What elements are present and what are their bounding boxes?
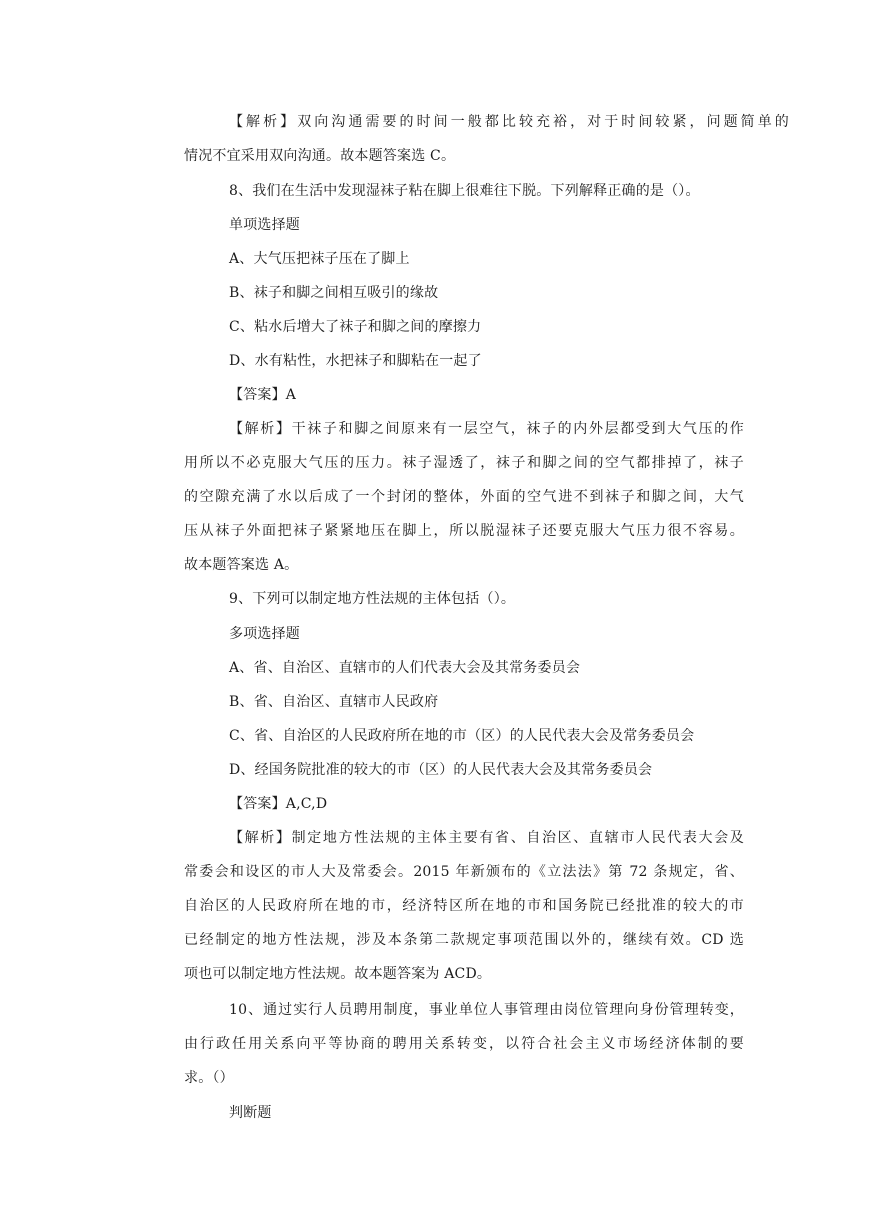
question-10-line-1: 10、通过实行人员聘用制度，事业单位人事管理由岗位管理向身份管理转变， xyxy=(229,1002,744,1018)
analysis-9-line-2: 常委会和设区的市人大及常委会。2015 年新颁布的《立法法》第 72 条规定，省、 xyxy=(184,864,744,880)
question-9-type: 多项选择题 xyxy=(229,626,300,642)
question-9-option-c: C、省、自治区的人民政府所在地的市（区）的人民代表大会及常务委员会 xyxy=(229,728,695,744)
question-8-stem: 8、我们在生活中发现湿袜子粘在脚上很难往下脱。下列解释正确的是（）。 xyxy=(229,183,700,199)
analysis-9-line-3: 自治区的人民政府所在地的市，经济特区所在地的市和国务院已经批准的较大的市 xyxy=(184,898,744,914)
analysis-9-line-5: 项也可以制定地方性法规。故本题答案为 ACD。 xyxy=(184,966,492,982)
analysis-8-line-4: 压从袜子外面把袜子紧紧地压在脚上，所以脱湿袜子还要克服大气压力很不容易。 xyxy=(184,523,744,539)
question-8-answer: 【答案】A xyxy=(229,387,297,403)
question-10-type: 判断题 xyxy=(229,1105,272,1121)
question-8-option-d: D、水有粘性，水把袜子和脚粘在一起了 xyxy=(229,353,482,369)
analysis-7-line-1: 【解析】双向沟通需要的时间一般都比较充裕，对于时间较紧，问题简单的 xyxy=(229,114,789,130)
question-9-option-d: D、经国务院批准的较大的市（区）的人民代表大会及其常务委员会 xyxy=(229,762,653,778)
analysis-8-line-3: 的空隙充满了水以后成了一个封闭的整体，外面的空气进不到袜子和脚之间，大气 xyxy=(184,489,744,505)
question-9-option-b: B、省、自治区、直辖市人民政府 xyxy=(229,694,439,710)
question-8-option-b: B、袜子和脚之间相互吸引的缘故 xyxy=(229,285,439,301)
question-8-type: 单项选择题 xyxy=(229,217,300,233)
analysis-9-line-4: 已经制定的地方性法规，涉及本条第二款规定事项范围以外的，继续有效。CD 选 xyxy=(184,932,744,948)
analysis-8-line-1: 【解析】干袜子和脚之间原来有一层空气，袜子的内外层都受到大气压的作 xyxy=(229,421,744,437)
question-10-line-2: 由行政任用关系向平等协商的聘用关系转变，以符合社会主义市场经济体制的要 xyxy=(184,1036,744,1052)
question-9-answer: 【答案】A,C,D xyxy=(229,796,328,812)
question-8-option-a: A、大气压把袜子压在了脚上 xyxy=(229,251,410,267)
question-10-line-3: 求。（） xyxy=(184,1070,234,1086)
question-8-option-c: C、粘水后增大了袜子和脚之间的摩擦力 xyxy=(229,319,482,335)
analysis-7-line-2: 情况不宜采用双向沟通。故本题答案选 C。 xyxy=(184,148,456,164)
question-9-stem: 9、下列可以制定地方性法规的主体包括（）。 xyxy=(229,591,516,607)
question-9-option-a: A、省、自治区、直辖市的人们代表大会及其常务委员会 xyxy=(229,660,581,676)
analysis-9-line-1: 【解析】制定地方性法规的主体主要有省、自治区、直辖市人民代表大会及 xyxy=(229,830,744,846)
analysis-8-line-5: 故本题答案选 A。 xyxy=(184,557,299,573)
analysis-8-line-2: 用所以不必克服大气压的压力。袜子湿透了，袜子和脚之间的空气都排掉了，袜子 xyxy=(184,455,744,471)
